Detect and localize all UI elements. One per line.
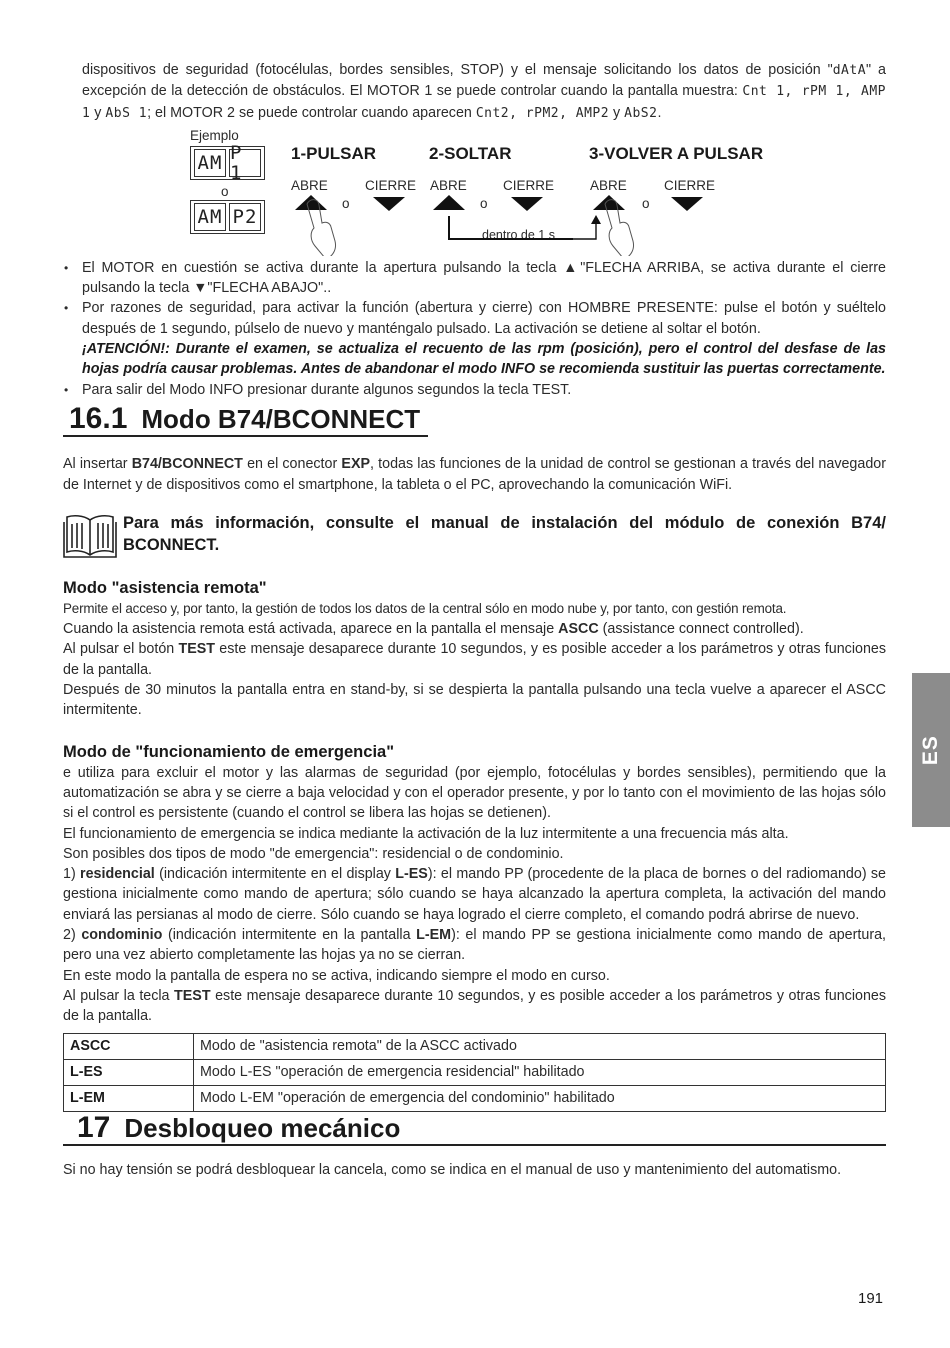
manual-note [63, 512, 886, 560]
step-3-title: 3-VOLVER A PULSAR [589, 143, 764, 163]
section-16-1-heading [63, 401, 428, 437]
instruction-list [63, 258, 886, 400]
language-tab-label: ES [918, 734, 942, 765]
display-code: dAtA [832, 63, 867, 78]
table-row [64, 1085, 886, 1111]
cierre-label: CIERRE [664, 177, 716, 193]
text: Al pulsar la tecla [63, 987, 175, 1004]
text: Cuando la asistencia remota está activada, aparece en la pantalla el mensaje [63, 621, 559, 638]
bold-term: TEST [174, 987, 211, 1004]
table-cell-desc: Modo de "asistencia remota" de la ASCC activado [194, 1033, 886, 1059]
arrow-up-icon [295, 195, 327, 210]
text: Al insertar [63, 456, 132, 473]
bold-term: ASCC [558, 621, 599, 638]
text: ): el mando PP (procedente de la placa de bornes o del radiomando) se gestiona inicialmente como mando de apertura; sólo cuando se haya alcanzado la apertura completa, la activación del mando enviará las persianas al modo de cierre. Sólo cuando se haya logrado el cierre completo, el comando podrá abrirse de nuevo. [63, 866, 886, 923]
arrow-down-icon [671, 197, 703, 211]
display-digit: AM [194, 149, 226, 177]
emergency-heading: Modo de "funcionamiento de emergencia" [63, 742, 395, 761]
cierre-label: CIERRE [365, 177, 417, 193]
intro-line: " a excepción de la detección de obstáculos. El MOTOR 1 se puede controlar cuando la pantalla muestra: [82, 62, 886, 100]
intro-paragraph [63, 60, 886, 124]
list-item [63, 298, 886, 379]
text: este mensaje desaparece durante 10 segundos, y es posible acceder a los parámetros y otras funciones de la pantalla. [63, 641, 886, 678]
bold-term: residencial [80, 866, 155, 883]
table-cell-desc: Modo L-ES "operación de emergencia residencial" habilitado [194, 1059, 886, 1085]
list-item-text: Por razones de seguridad, para activar la función (abertura y cierre) con HOMBRE PRESENTE: pulse el botón y suéltelo después de 1 segundo, púlselo de nuevo y manténgalo pulsado. La activación se detiene al soltar el botón. [82, 300, 886, 337]
display-code: Cnt 1, rPM 1, AMP 1 [82, 84, 886, 121]
example-label: Ejemplo [190, 127, 239, 143]
arrow-up-icon [433, 195, 465, 210]
display-digit: P 1 [229, 149, 261, 177]
section-title: Modo B74/BCONNECT [141, 403, 421, 434]
remote-line: Permite el acceso y, por tanto, la gestión de todos los datos de la central sólo en modo nube y, por tanto, con gestión remota. [63, 600, 787, 616]
warning-text: ¡ATENCIÓN!: Durante el examen, se actualiza el recuento de las rpm (posición), pero el control del desfase de las hojas podría causar problemas. Antes de abandonar el modo INFO se recomienda sustituir las puertas correctamente. [82, 341, 886, 378]
table-row [64, 1059, 886, 1085]
table-cell-desc: Modo L-EM "operación de emergencia del condominio" habilitado [194, 1085, 886, 1111]
bold-term: condominio [81, 927, 163, 944]
condominium-mode-line [63, 925, 886, 966]
arrow-up-icon [593, 195, 625, 210]
display-digit: P2 [229, 203, 261, 231]
emergency-line: e utiliza para excluir el motor y las alarmas de seguridad (por ejemplo, fotocélulas y bordes sensibles), permitiendo que la automatización se abra y se cierre a baja velocidad y con el operador presente, y por lo tanto con el movimiento de las hojas sólo si el control es persistente (cuando el control se libera las hojas se detienen). [63, 764, 886, 822]
list-item [63, 380, 886, 400]
figure-graphics [63, 124, 886, 256]
language-tab [912, 673, 950, 827]
abre-label: ABRE [590, 177, 627, 193]
table-cell-key: L-EM [64, 1085, 194, 1111]
text: 1) [63, 866, 81, 883]
timing-bracket [449, 216, 573, 239]
timing-bracket [573, 222, 596, 239]
bold-term: L-ES [395, 866, 428, 883]
arrow-up-icon [591, 215, 601, 224]
document-page [63, 60, 886, 1180]
intro-line: ; el MOTOR 2 se puede controlar cuando aparecen [147, 104, 476, 121]
remote-line: Después de 30 minutos la pantalla entra en stand-by, si se despierta la pantalla pulsando una tecla vuelve a aparecer el ASCC intermitente. [63, 682, 886, 719]
text: , todas las funciones de la unidad de control se gestionan a través del navegador de Internet y de dispositivos como el smartphone, la tableta o el PC, aprovechando la comunicación WiFi. [63, 456, 886, 493]
list-item-text: Para salir del Modo INFO presionar durante algunos segundos la tecla TEST. [82, 381, 572, 398]
unlock-paragraph: Si no hay tensión se podrá desbloquear la cancela, como se indica en el manual de uso y mantenimiento del automatismo. [63, 1161, 842, 1178]
remote-assistance-heading: Modo "asistencia remota" [63, 578, 267, 597]
section-17-heading [63, 1110, 886, 1146]
section-number: 17 [77, 1110, 111, 1144]
emergency-line: En este modo la pantalla de espera no se activa, indicando siempre el modo en curso. [63, 967, 610, 984]
text: ): el mando PP se gestiona inicialmente como mando de apertura, pero una vez abierto completamente las hojas ya no se cierran. [63, 927, 886, 964]
step-1-title: 1-PULSAR [291, 143, 377, 163]
modes-table [63, 1033, 886, 1112]
list-item-text: El MOTOR en cuestión se activa durante la apertura pulsando la tecla ▲"FLECHA ARRIBA, se activa durante el cierre pulsando la tecla ▼"FLECHA ABAJO".. [82, 259, 886, 297]
abre-label: ABRE [291, 177, 328, 193]
b74-paragraph [63, 454, 886, 495]
quote-mark: " [827, 62, 833, 78]
conjunction: y [609, 104, 625, 121]
bold-term: TEST [178, 641, 216, 658]
step-2-title: 2-SOLTAR [429, 143, 512, 163]
bold-term: L-EM [416, 927, 452, 944]
or-label: o [480, 195, 488, 211]
table-row [64, 1033, 886, 1059]
text: en el conector [242, 456, 342, 473]
section-number: 16.1 [69, 401, 128, 435]
text: (assistance connect controlled). [598, 621, 804, 638]
emergency-line: El funcionamiento de emergencia se indica mediante la activación de la luz intermitente a una frecuencia más alta. [63, 825, 789, 842]
text: este mensaje desaparece durante 10 segundos, y es posible acceder a los parámetros y otras funciones de la pantalla. [63, 987, 886, 1025]
abre-label: ABRE [430, 177, 467, 193]
text: Al pulsar el botón [63, 641, 179, 658]
note-text: Para más información, consulte el manual de instalación del módulo de conexión B74/ BCONNECT. [123, 513, 886, 554]
arrow-down-icon [511, 197, 543, 211]
bold-term: EXP [341, 456, 371, 473]
text: (indicación intermitente en la pantalla [162, 927, 417, 944]
cierre-label: CIERRE [503, 177, 555, 193]
page-number: 191 [858, 1290, 884, 1307]
emergency-line: Son posibles dos tipos de modo "de emergencia": residencial o de condominio. [63, 845, 564, 862]
remote-line [63, 639, 886, 680]
arrow-down-icon [373, 197, 405, 211]
table-cell-key: L-ES [64, 1059, 194, 1085]
intro-line: dispositivos de seguridad (fotocélulas, bordes sensibles, STOP) y el mensaje solicitando los datos de posición [82, 62, 821, 78]
list-item [63, 258, 886, 299]
period: . [657, 104, 662, 121]
text: 2) [63, 927, 82, 944]
display-code: AbS 1 [105, 105, 148, 121]
conjunction: y [90, 104, 106, 121]
text: (indicación intermitente en el display [154, 866, 396, 883]
table-cell-key: ASCC [64, 1033, 194, 1059]
open-book-icon [63, 512, 117, 560]
or-label: o [642, 195, 650, 211]
section-title: Desbloqueo mecánico [124, 1112, 401, 1143]
display-digit: AM [194, 203, 226, 231]
timing-label: dentro de 1 s [482, 227, 555, 242]
emergency-line [63, 986, 886, 1027]
display-code: Cnt2, rPM2, AMP2 [475, 105, 610, 121]
button-sequence-figure [63, 124, 886, 256]
display-code: AbS2 [624, 105, 658, 121]
bold-term: B74/BCONNECT [131, 456, 243, 473]
or-label: o [342, 195, 350, 211]
remote-line [63, 619, 886, 639]
residential-mode-line [63, 864, 886, 925]
or-label: o [221, 183, 229, 199]
